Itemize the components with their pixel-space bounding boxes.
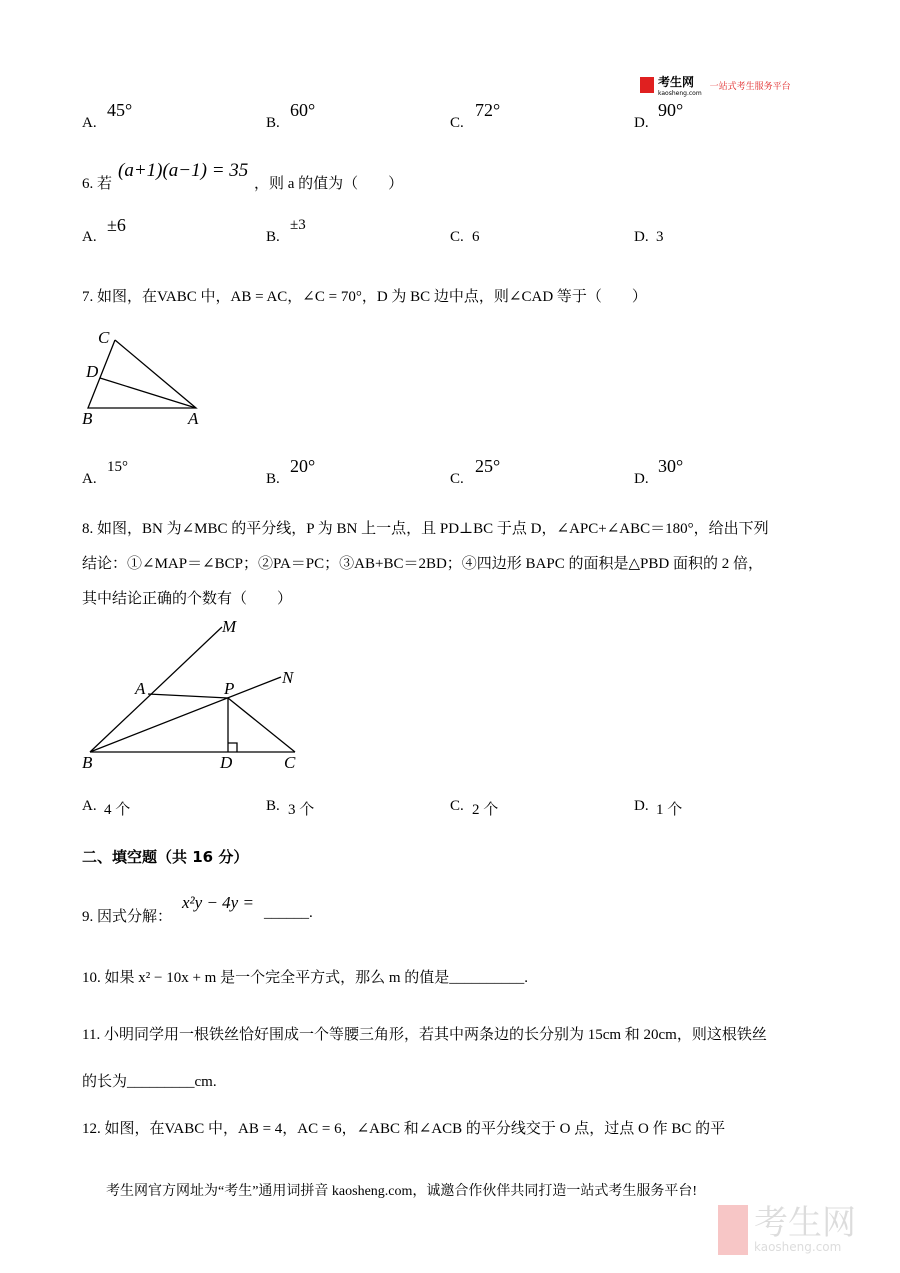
- q7-label-d: D: [86, 362, 99, 381]
- q8-option-a: 4 个: [104, 802, 131, 818]
- q6-option-c: 6: [472, 229, 480, 245]
- q6-option-b-label: B.: [266, 229, 280, 245]
- q7-triangle-figure: [88, 340, 196, 408]
- q8-question-line1: 8. 如图，BN 为∠MBC 的平分线，P 为 BN 上一点，且 PD⊥BC 于点 D，∠APC+∠ABC＝180°，给出下列: [82, 521, 769, 537]
- q7-label-b: B: [82, 409, 93, 428]
- q8-label-c: C: [284, 753, 296, 772]
- q5-option-c: 72°: [475, 100, 501, 120]
- q5-option-d: 90°: [658, 100, 684, 120]
- q7-question: 7. 如图，在VABC 中，AB = AC，∠C = 70°，D 为 BC 边中点，则∠CAD 等于（ ）: [82, 289, 647, 305]
- q6-question: ，则 a 的值为（ ）: [254, 176, 404, 192]
- q8-question-line2: 结论：①∠MAP＝∠BCP；②PA＝PC；③AB+BC＝2BD；④四边形 BAPC 的面积是△PBD 面积的 2 倍，: [82, 556, 763, 572]
- section-heading: 二、填空题（共 16 分）: [82, 848, 249, 866]
- q6-option-b: ±3: [290, 217, 306, 233]
- q7-option-a-label: A.: [82, 471, 97, 487]
- q5-option-a-label: A.: [82, 115, 97, 131]
- q6-option-a-label: A.: [82, 229, 97, 245]
- q8-option-a-label: A.: [82, 798, 97, 814]
- q9-expression: x²y − 4y =: [182, 893, 254, 912]
- q8-figure: [90, 627, 295, 752]
- q8-option-c-label: C.: [450, 798, 464, 814]
- q8-label-a: A: [135, 679, 146, 698]
- q8-option-b-label: B.: [266, 798, 280, 814]
- q7-option-b: 20°: [290, 456, 316, 476]
- logo-domain: kaosheng.com: [658, 90, 702, 97]
- q6-option-d-label: D.: [634, 229, 649, 245]
- kaosheng-watermark: [718, 1205, 856, 1255]
- q7-label-a: A: [188, 409, 199, 428]
- q5-option-c-label: C.: [450, 115, 464, 131]
- q8-label-p: P: [224, 679, 235, 698]
- q6-option-a: ±6: [107, 215, 126, 235]
- q8-option-c: 2 个: [472, 802, 499, 818]
- q8-option-d: 1 个: [656, 802, 683, 818]
- q6-number: 6. 若: [82, 176, 113, 192]
- q10-question: 10. 如果 x² − 10x + m 是一个完全平方式，那么 m 的值是__________.: [82, 970, 529, 986]
- q8-option-b: 3 个: [288, 802, 315, 818]
- slogan: 一站式考生服务平台: [709, 81, 791, 92]
- q8-label-b: B: [82, 753, 93, 772]
- q5-option-b-label: B.: [266, 115, 280, 131]
- q6-option-c-label: C.: [450, 229, 464, 245]
- q8-question-line3: 其中结论正确的个数有（ ）: [82, 591, 293, 607]
- q5-option-d-label: D.: [634, 115, 649, 131]
- q7-option-d: 30°: [658, 456, 684, 476]
- q11-question-line2: 的长为_________cm.: [82, 1074, 217, 1090]
- q5-option-a: 45°: [107, 100, 133, 120]
- q8-option-d-label: D.: [634, 798, 649, 814]
- q9-answer-blank[interactable]: ______.: [264, 905, 313, 921]
- q6-equation: (a+1)(a−1) = 35: [118, 160, 249, 181]
- q7-option-c: 25°: [475, 456, 501, 476]
- q8-label-m: M: [222, 617, 237, 636]
- q7-label-c: C: [98, 328, 110, 347]
- q8-label-d: D: [220, 753, 233, 772]
- q7-option-c-label: C.: [450, 471, 464, 487]
- q12-question-line1: 12. 如图，在VABC 中，AB = 4，AC = 6，∠ABC 和∠ACB 的平分线交于 O 点，过点 O 作 BC 的平: [82, 1121, 726, 1137]
- q7-option-b-label: B.: [266, 471, 280, 487]
- q9-question: 9. 因式分解：: [82, 909, 173, 925]
- watermark-domain: kaosheng.com: [754, 1240, 842, 1254]
- footer-notice: 考生网官方网址为“考生”通用词拼音 kaosheng.com，诚邀合作伙伴共同打造一站式考生服务平台!: [106, 1184, 698, 1199]
- q6-option-d: 3: [656, 229, 664, 245]
- q7-option-d-label: D.: [634, 471, 649, 487]
- watermark-name: 考生网: [754, 1203, 856, 1243]
- q7-option-a: 15°: [107, 459, 128, 475]
- watermark-mark-icon: [718, 1205, 748, 1255]
- q11-question-line1: 11. 小明同学用一根铁丝恰好围成一个等腰三角形，若其中两条边的长分别为 15cm 和 20cm，则这根铁丝: [82, 1027, 767, 1043]
- logo-name: 考生网: [658, 75, 695, 89]
- q5-option-b: 60°: [290, 100, 316, 120]
- q8-label-n: N: [282, 668, 294, 687]
